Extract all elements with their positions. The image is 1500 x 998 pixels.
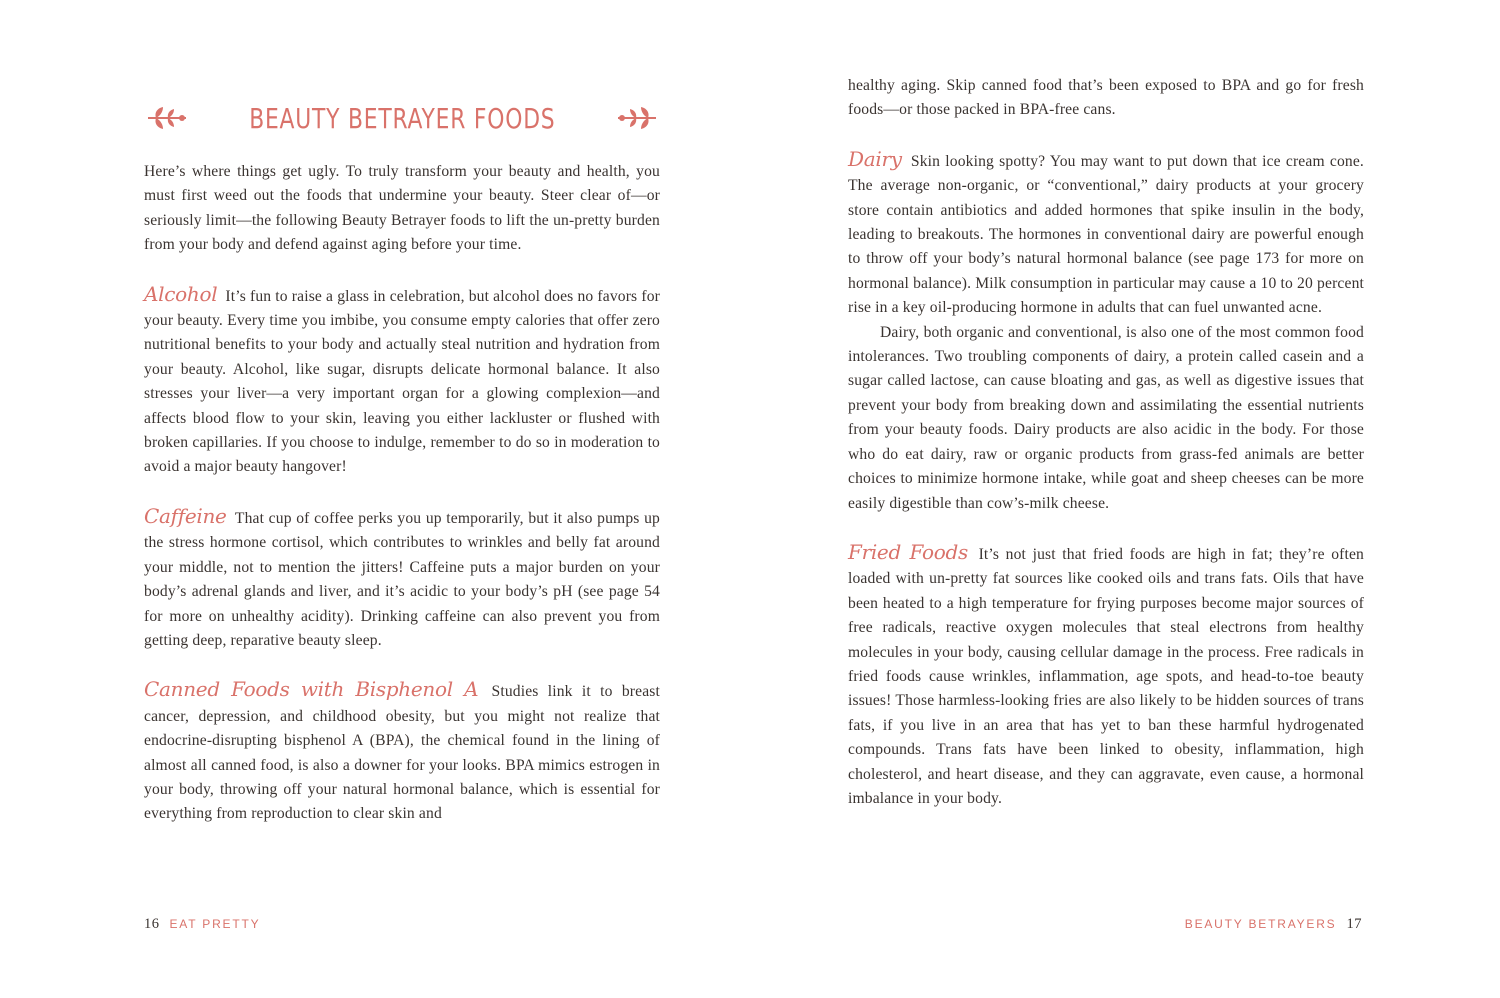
fried-foods-heading: Fried Foods	[848, 539, 968, 564]
right-page	[750, 0, 1500, 998]
caffeine-section	[144, 504, 660, 653]
chapter-title	[144, 96, 660, 140]
right-sprig-icon	[616, 105, 658, 131]
dairy-heading: Dairy	[848, 146, 902, 171]
left-column	[144, 160, 660, 827]
dairy-body: Skin looking spotty? You may want to put down that ice cream cone. The average non-organic, or “conventional,” dairy products at your grocery store contain antibiotics and added hormones that spike insulin in the body, leading to breakouts. The hormones in conventional dairy are powerful enough to throw off your body’s natural hormonal balance (see page 173 for more on hormonal balance). Milk consumption in particular may cause a 10 to 20 percent rise in a key oil-producing hormone in adults that can fuel unwanted acne.	[848, 152, 1364, 317]
caffeine-heading: Caffeine	[144, 503, 227, 528]
left-running-head: EAT PRETTY	[169, 917, 261, 931]
left-sprig-icon	[146, 105, 188, 131]
right-running-head: BEAUTY BETRAYERS	[1184, 917, 1337, 931]
canned-foods-body: Studies link it to breast cancer, depression, and childhood obesity, but you might not realize that endocrine-disrupting bisphenol A (BPA), the chemical found in the lining of almost all canned food, is also a downer for your looks. BPA mimics estrogen in your body, throwing off your natural hormonal balance, which is essential for everything from reproduction to clear skin and	[144, 683, 660, 823]
canned-foods-section	[144, 677, 660, 826]
caffeine-body: That cup of coffee perks you up temporarily, but it also pumps up the stress hormone cortisol, which contributes to wrinkles and belly fat around your middle, not to mention the jitters! Caffeine puts a major burden on your body’s adrenal glands and liver, and it’s acidic to your body’s pH (see page 54 for more on unhealthy acidity). Drinking caffeine can also prevent you from getting deep, reparative beauty sleep.	[144, 509, 660, 649]
canned-foods-heading: Canned Foods with Bisphenol A	[144, 677, 479, 702]
intro-paragraph: Here’s where things get ugly. To truly transform your beauty and health, you must first weed out the foods that undermine your beauty. Steer clear of—or seriously limit—the following Beauty Betrayer foods to lift the un-pretty burden from your body and defend against aging before your time.	[144, 163, 660, 254]
left-folio	[144, 916, 260, 933]
alcohol-section	[144, 282, 660, 480]
alcohol-body: It’s fun to raise a glass in celebration, but alcohol does no favors for your beauty. Every time you imbibe, you consume empty calories that offer zero nutritional benefits to your body and actually steal nutrition and hydration from your beauty. Alcohol, like sugar, disrupts delicate hormonal balance. It also stresses your liver—a very important organ for a glowing complexion—and affects blood flow to your skin, leaving you either lackluster or flushed with broken capillaries. If you choose to indulge, remember to do so in moderation to avoid a major beauty hangover!	[144, 287, 660, 476]
chapter-title-text: BEAUTY BETRAYER FOODS	[248, 101, 556, 135]
alcohol-heading: Alcohol	[144, 281, 218, 306]
fried-foods-section	[848, 540, 1364, 811]
dairy-body-second-paragraph: Dairy, both organic and conventional, is also one of the most common food intolerances. Two troubling components of dairy, a protein called casein and a sugar called lactose, can cause bloating and gas, as well as digestive issues that prevent your body from breaking down and assimilating the essential nutrients from your beauty foods. Dairy products are also acidic in the body. For those who do eat dairy, raw or organic products from grass-fed animals are better choices to minimize hormone intake, while goat and sheep cheeses can be more easily digestible than cow’s-milk cheese.	[848, 323, 1364, 512]
right-folio	[1185, 916, 1362, 933]
fried-foods-body: It’s not just that fried foods are high in fat; they’re often loaded with un-pretty fat sources like cooked oils and trans fats. Oils that have been heated to a high temperature for frying purposes become major sources of free radicals, reactive oxygen molecules that steal electrons from healthy molecules in your body, causing cellular damage in the process. Free radicals in fried foods cause wrinkles, inflammation, age spots, and head-to-toe beauty issues! Those harmless-looking fries are also likely to be hidden sources of trans fats, if you live in an area that has yet to ban these harmful hydrogenated compounds. Trans fats have been linked to obesity, inflammation, high cholesterol, and heart disease, and they can aggravate, even cause, a hormonal imbalance in your body.	[848, 545, 1364, 807]
dairy-section	[848, 147, 1364, 321]
right-column	[848, 74, 1364, 811]
continuation-paragraph: healthy aging. Skip canned food that’s been exposed to BPA and go for fresh foods—or those packed in BPA-free cans.	[848, 77, 1364, 119]
right-page-number: 17	[1346, 916, 1362, 932]
left-page-number: 16	[144, 916, 160, 932]
